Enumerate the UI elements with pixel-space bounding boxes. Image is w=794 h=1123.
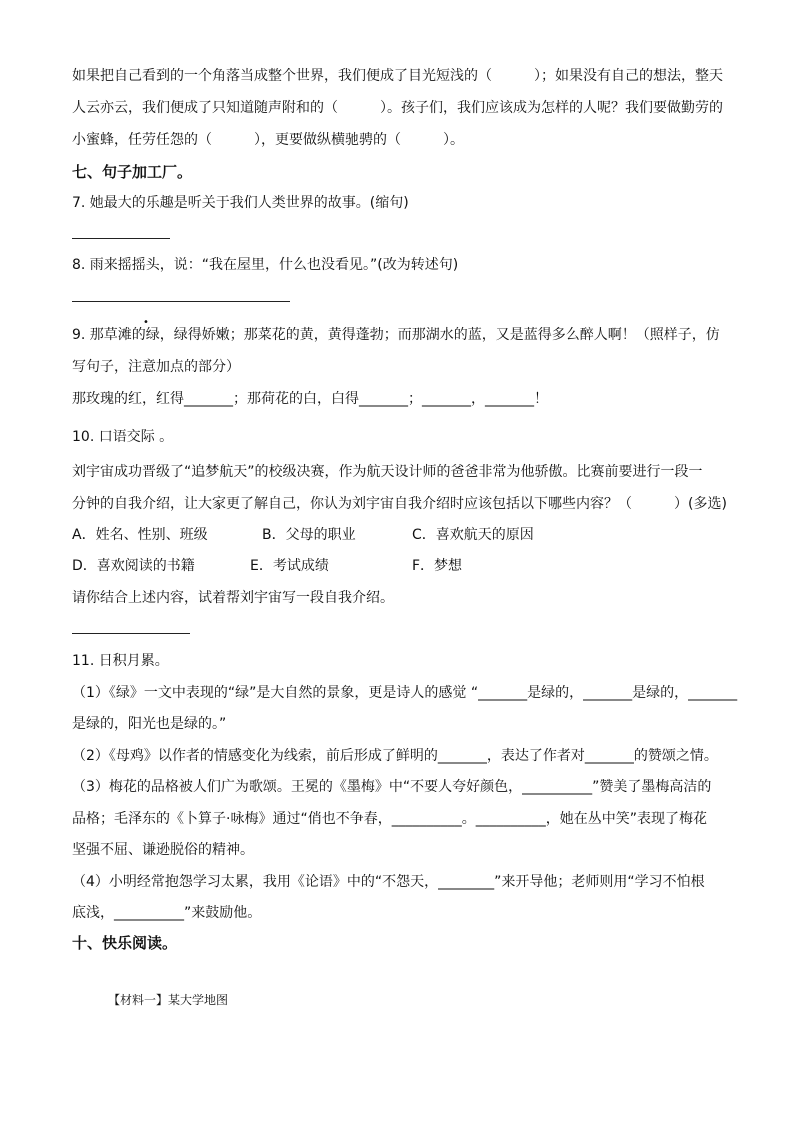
section-heading-7: 七、句子加工厂。	[72, 163, 193, 181]
question-8: 8. 雨来摇摇头，说：“我在屋里，什么也没看见。”(改为转述句)	[72, 257, 459, 273]
question-10: 10. 口语交际 。	[72, 429, 174, 445]
option-e[interactable]: E．考试成绩	[250, 558, 329, 574]
question-11-4-line-2: 底浅，__________”来鼓励他。	[72, 905, 262, 921]
question-11-3-line-3: 坚强不屈、谦逊脱俗的精神。	[72, 842, 254, 858]
question-11: 11. 日积月累。	[72, 653, 169, 669]
option-b[interactable]: B．父母的职业	[262, 527, 356, 543]
question-11-1-line-1: （1）《绿》一文中表现的“绿”是大自然的景象，更是诗人的感觉 “_______是绿的，_______是绿的，_______	[72, 685, 738, 701]
answer-line-10[interactable]	[72, 633, 190, 634]
question-10-line-1: 刘宇宙成功晋级了“追梦航天”的校级决赛，作为航天设计师的爸爸非常为他骄傲。比赛前要进行一段一	[72, 464, 703, 480]
option-f[interactable]: F．梦想	[412, 558, 463, 574]
question-11-1-line-2: 是绿的，阳光也是绿的。”	[72, 716, 227, 732]
answer-line-7[interactable]	[72, 238, 170, 239]
passage-line-1: 如果把自己看到的一个角落当成整个世界，我们便成了目光短浅的（ ）；如果没有自己的想法，整天	[72, 68, 723, 84]
emphasis-dot: •	[143, 317, 149, 328]
question-10-prompt: 请你结合上述内容，试着帮刘宇宙写一段自我介绍。	[72, 590, 394, 606]
question-7: 7. 她最大的乐趣是听关于我们人类世界的故事。(缩句)	[72, 195, 409, 211]
question-10-line-2: 分钟的自我介绍，让大家更了解自己，你认为刘宇宙自我介绍时应该包括以下哪些内容？（ ）(多选)	[72, 496, 727, 512]
question-11-2: （2）《母鸡》以作者的情感变化为线索，前后形成了鲜明的_______，表达了作者对_______的赞颂之情。	[72, 748, 718, 764]
question-9-line-1: 9. 那草滩的绿，绿得娇嫩；那菜花的黄，黄得蓬勃；而那湖水的蓝，又是蓝得多么醉人啊！（照样子，仿	[72, 327, 720, 343]
question-11-3-line-1: （3）梅花的品格被人们广为歌颂。王冕的《墨梅》中“不要人夸好颜色，__________”赞美了墨梅高洁的	[72, 779, 712, 795]
material-caption: 【材料一】某大学地图	[108, 993, 229, 1007]
passage-line-3: 小蜜蜂，任劳任怨的（ ），更要做纵横驰骋的（ ）。	[72, 132, 464, 148]
passage-line-2: 人云亦云，我们便成了只知道随声附和的（ ）。孩子们，我们应该成为怎样的人呢？我们要做勤劳的	[72, 100, 723, 116]
answer-line-8[interactable]	[72, 301, 290, 302]
question-9-fill: 那玫瑰的红，红得_______；那荷花的白，白得_______；_______，_______！	[72, 391, 548, 407]
section-heading-10: 十、快乐阅读。	[72, 934, 178, 952]
option-a[interactable]: A．姓名、性别、班级	[72, 527, 208, 543]
option-c[interactable]: C．喜欢航天的原因	[412, 527, 534, 543]
question-11-4-line-1: （4）小明经常抱怨学习太累，我用《论语》中的“不怨天，________”来开导他；老师则用“学习不怕根	[72, 874, 705, 890]
question-9-line-2: 写句子，注意加点的部分）	[72, 359, 240, 375]
option-d[interactable]: D．喜欢阅读的书籍	[72, 558, 195, 574]
question-11-3-line-2: 品格；毛泽东的《卜算子·咏梅》通过“俏也不争春，__________。__________，她在丛中笑”表现了梅花	[72, 811, 707, 827]
